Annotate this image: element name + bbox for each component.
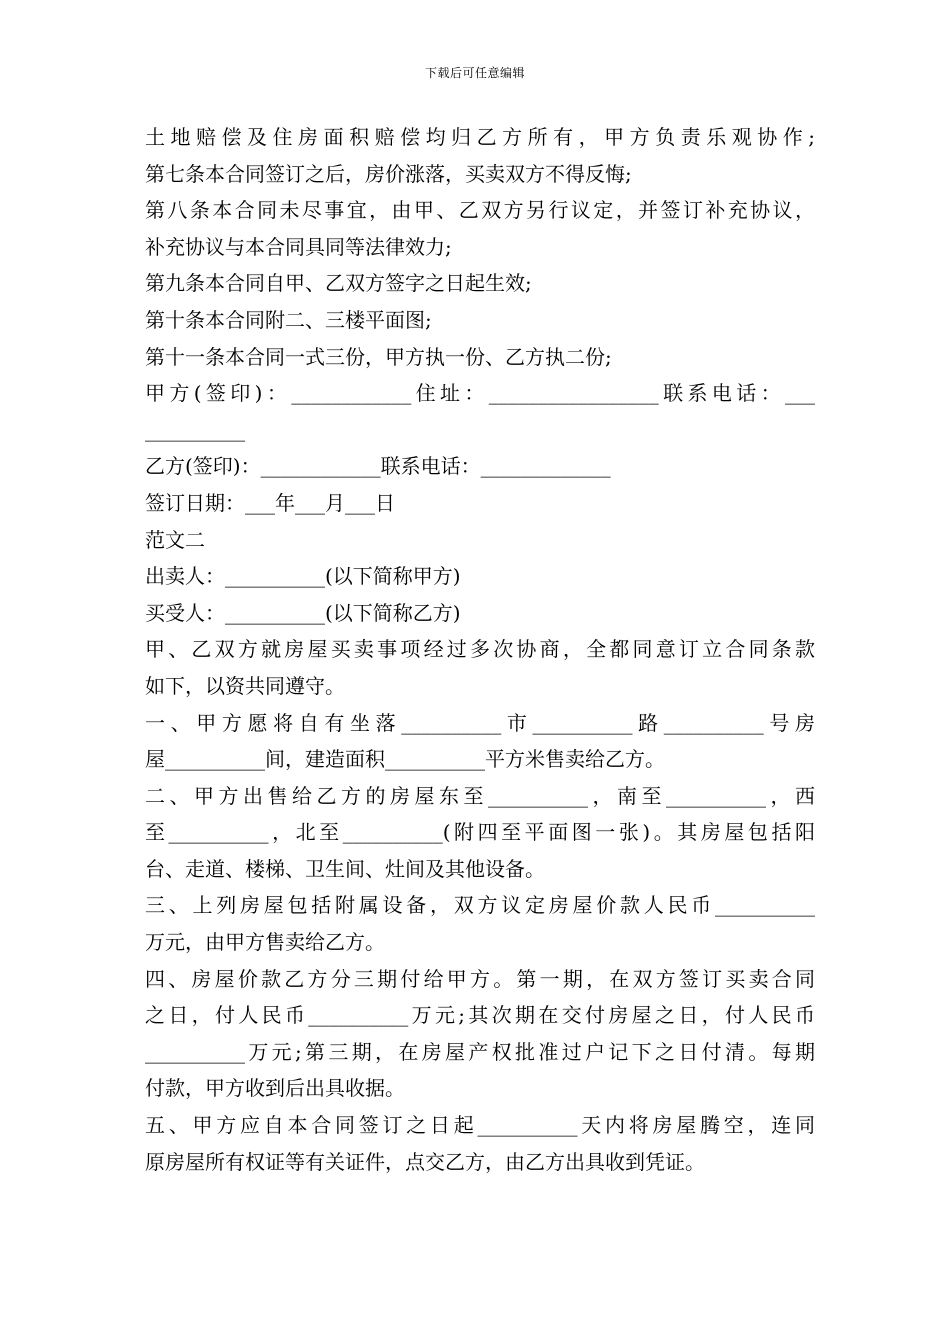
- buyer-line: 买受人：__________(以下简称乙方): [145, 600, 461, 625]
- text-line: 台、走道、楼梯、卫生间、灶间及其他设备。: [145, 856, 545, 881]
- text-line: 土地赔偿及住房面积赔偿均归乙方所有，甲方负责乐观协作;: [145, 125, 815, 149]
- document-body: [145, 119, 815, 1180]
- clause-5: 五、甲方应自本合同签订之日起__________天内将房屋腾空，连同: [145, 1113, 815, 1138]
- party-b-signature-line: 乙方(签印)：____________联系电话：_____________: [145, 454, 611, 479]
- text-line: 原房屋所有权证等有关证件，点交乙方，由乙方出具收到凭证。: [145, 1149, 705, 1174]
- section-heading: 范文二: [145, 527, 205, 552]
- text-line: 至__________，北至__________(附四至平面图一张)。其房屋包括阳: [145, 820, 815, 845]
- clause-2: 二、甲方出售给乙方的房屋东至__________，南至__________，西: [145, 783, 815, 808]
- clause-1: 一、甲方愿将自有坐落__________市__________路__________号房: [145, 710, 815, 735]
- text-line: 屋__________间，建造面积__________平方米售卖给乙方。: [145, 747, 665, 772]
- text-line: 甲、乙双方就房屋买卖事项经过多次协商，全都同意订立合同条款: [145, 637, 815, 662]
- text-line: 之日，付人民币__________万元;其次期在交付房屋之日，付人民币: [145, 1003, 815, 1028]
- article-10: 第十条本合同附二、三楼平面图;: [145, 307, 432, 332]
- article-7: 第七条本合同签订之后，房价涨落，买卖双方不得反悔;: [145, 161, 632, 186]
- signing-date-line: 签订日期：___年___月___日: [145, 490, 395, 515]
- party-a-signature-line: 甲方(签印)：____________住址：_________________联系电话：___: [145, 381, 815, 406]
- article-8: 第八条本合同未尽事宜，由甲、乙双方另行议定，并签订补充协议，: [145, 198, 815, 223]
- article-9: 第九条本合同自甲、乙双方签字之日起生效;: [145, 271, 532, 296]
- text-line: 万元，由甲方售卖给乙方。: [145, 930, 385, 955]
- text-line: __________: [145, 417, 245, 442]
- text-line: __________万元;第三期，在房屋产权批准过户记下之日付清。每期: [145, 1039, 815, 1064]
- clause-4: 四、房屋价款乙方分三期付给甲方。第一期，在双方签订买卖合同: [145, 966, 815, 991]
- text-line: 如下，以资共同遵守。: [145, 673, 345, 698]
- text-line: 补充协议与本合同具同等法律效力;: [145, 234, 452, 259]
- article-11: 第十一条本合同一式三份，甲方执一份、乙方执二份;: [145, 344, 612, 369]
- text-line: 付款，甲方收到后出具收据。: [145, 1076, 405, 1101]
- clause-3: 三、上列房屋包括附属设备，双方议定房屋价款人民币__________: [145, 893, 815, 918]
- page-header: 下载后可任意编辑: [424, 66, 525, 80]
- seller-line: 出卖人：__________(以下简称甲方): [145, 564, 461, 589]
